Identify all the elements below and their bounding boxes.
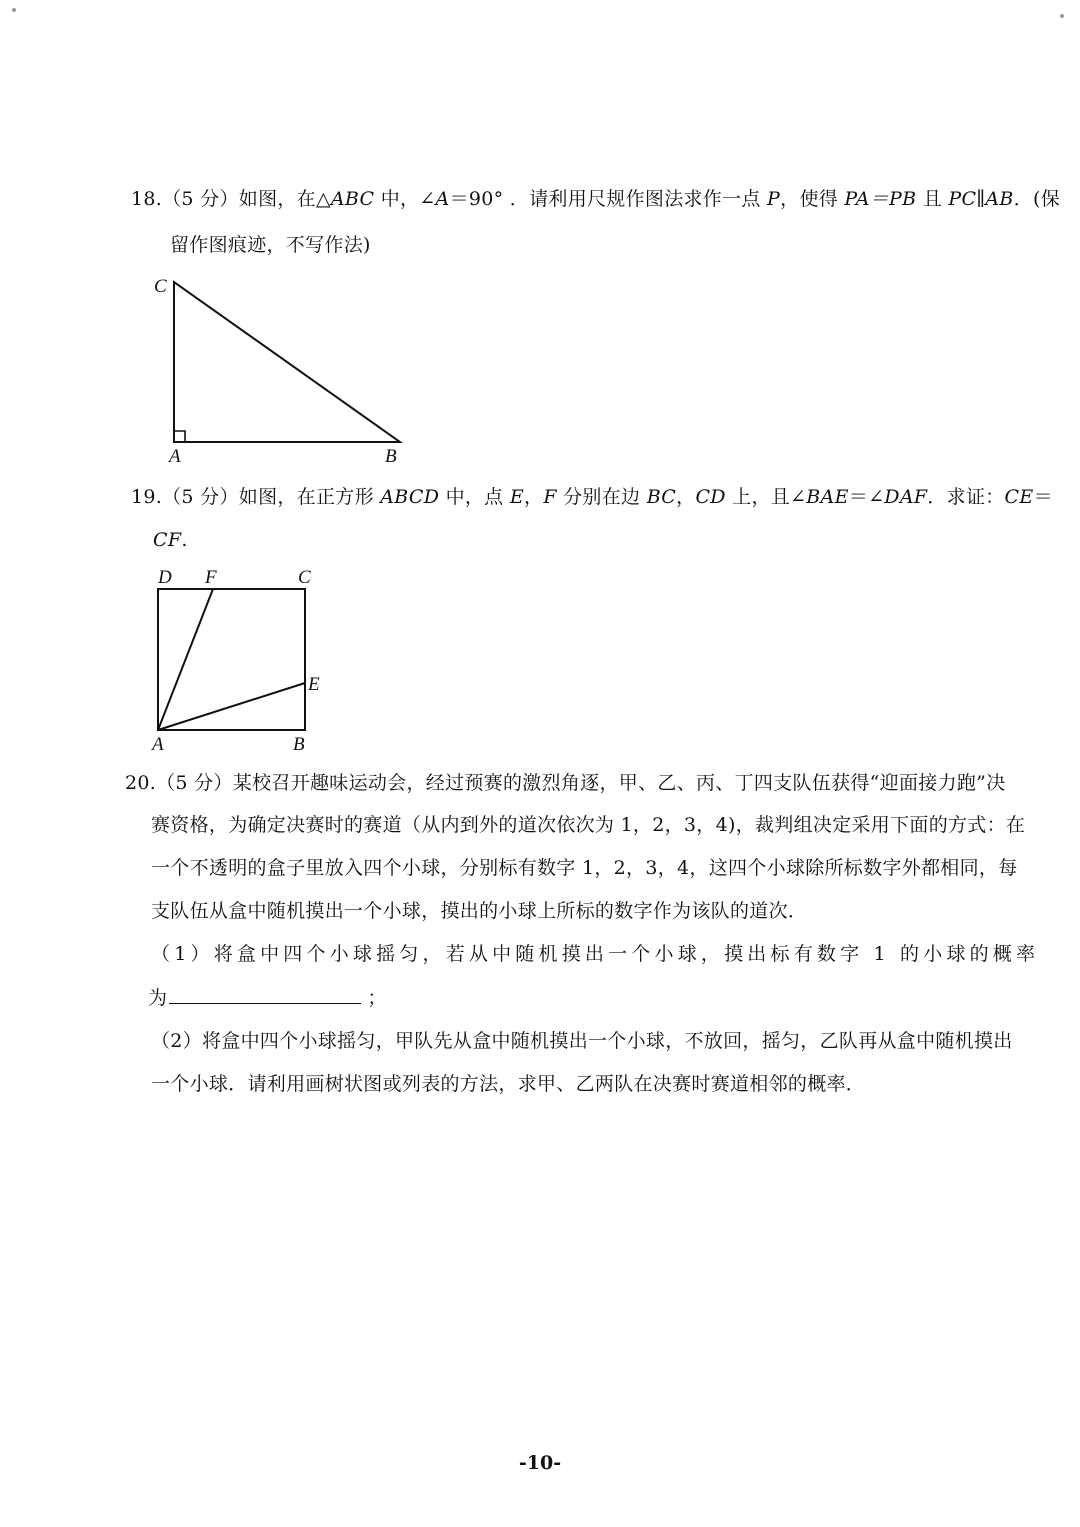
q18-line-1 (131, 186, 1060, 212)
q18-label-b: B (385, 446, 397, 467)
q19-segment-ae (158, 683, 305, 730)
q19-label-b: B (293, 734, 305, 755)
q20-part1-prefix: 为 (148, 987, 168, 1009)
q18-triangle-figure (140, 270, 440, 470)
q19-segment-ce: CE (1004, 486, 1034, 508)
page-number: -10- (518, 1452, 562, 1474)
q19-text: ＝ (1033, 486, 1053, 508)
q19-angle-daf: DAF (884, 486, 928, 508)
q19-label-e: E (308, 674, 320, 695)
q19-point-f: F (543, 486, 557, 508)
q19-text: . (181, 529, 188, 551)
q19-text: 中，点 (439, 486, 510, 508)
q18-text: ＝90° ．请利用尺规作图法求作一点 (449, 188, 768, 210)
q19-line-1 (131, 484, 1053, 510)
q20-part2-line-2: 一个小球．请利用画树状图或列表的方法，求甲、乙两队在决赛时赛道相邻的概率． (151, 1073, 866, 1095)
q19-side-bc: BC (646, 486, 677, 508)
q19-text: ．求证： (927, 486, 1005, 508)
q19-text: 上，且∠ (725, 486, 807, 508)
q18-score: （5 分） (162, 188, 239, 210)
q18-text: 且 (916, 188, 949, 210)
q20-text: 某校召开趣味运动会，经过预赛的激烈角逐，甲、乙、丙、丁四支队伍获得“迎面接力跑”决 (232, 772, 1006, 794)
q18-text: 如图，在△ (238, 188, 331, 210)
q19-square-name: ABCD (380, 486, 440, 508)
q18-text: ．(保 (1013, 188, 1061, 210)
scan-speck (12, 8, 16, 12)
q19-text: 如图，在正方形 (238, 486, 381, 508)
q18-triangle-name: ABC (330, 188, 375, 210)
q19-text: 分别在边 (556, 486, 647, 508)
q19-text: ， (524, 486, 544, 508)
q19-text: ＝∠ (848, 486, 885, 508)
q18-condition-1: PA＝PB (844, 188, 917, 210)
q19-square-figure (140, 560, 340, 760)
q19-segment-af (158, 589, 213, 730)
q19-number: 19. (131, 486, 163, 508)
q20-line-2: 赛资格，为确定决赛时的赛道（从内到外的道次依次为 1，2，3，4)，裁判组决定采用下面的方式：在 (151, 814, 1026, 836)
q20-answer-blank (169, 985, 361, 1004)
q20-part1-suffix: ； (367, 987, 387, 1009)
q19-angle-bae: BAE (806, 486, 849, 508)
q19-square (158, 589, 305, 730)
q20-part1-line-2 (148, 985, 387, 1011)
q20-line-4: 支队伍从盒中随机摸出一个小球，摸出的小球上所标的数字作为该队的道次． (151, 900, 808, 922)
q18-right-angle-mark (174, 431, 185, 442)
q18-angle-vertex: A (435, 188, 450, 210)
q18-line-2: 留作图痕迹，不写作法) (170, 234, 371, 256)
q18-label-c: C (154, 276, 167, 297)
q20-line-1 (125, 770, 1006, 796)
q20-part2-line-1: （2）将盒中四个小球摇匀，甲队先从盒中随机摸出一个小球，不放回，摇匀，乙队再从盒中随机摸出 (151, 1030, 1013, 1052)
q19-label-c: C (298, 567, 311, 588)
q20-score: （5 分） (156, 772, 233, 794)
q19-label-a: A (152, 734, 164, 755)
q20-part1-line-1: （1）将盒中四个小球摇匀，若从中随机摸出一个小球，摸出标有数字 1 的小球的概率 (151, 943, 1040, 965)
q18-text: ，使得 (780, 188, 845, 210)
q18-triangle (174, 282, 400, 442)
q19-line-2 (153, 527, 188, 553)
q19-text: ， (676, 486, 696, 508)
q18-text: 中，∠ (374, 188, 436, 210)
q19-label-d: D (158, 567, 172, 588)
q18-condition-2: PC∥AB (948, 188, 1014, 210)
q19-side-cd: CD (695, 486, 726, 508)
q18-number: 18. (131, 188, 163, 210)
q19-point-e: E (509, 486, 524, 508)
q20-number: 20. (125, 772, 157, 794)
q19-label-f: F (205, 567, 217, 588)
q18-point-p: P (767, 188, 781, 210)
q20-line-3: 一个不透明的盒子里放入四个小球，分别标有数字 1，2，3，4，这四个小球除所标数字外都相同，每 (151, 857, 1018, 879)
q19-segment-cf: CF (153, 529, 182, 551)
q18-label-a: A (169, 446, 181, 467)
q19-score: （5 分） (162, 486, 239, 508)
scan-speck (1060, 14, 1064, 18)
